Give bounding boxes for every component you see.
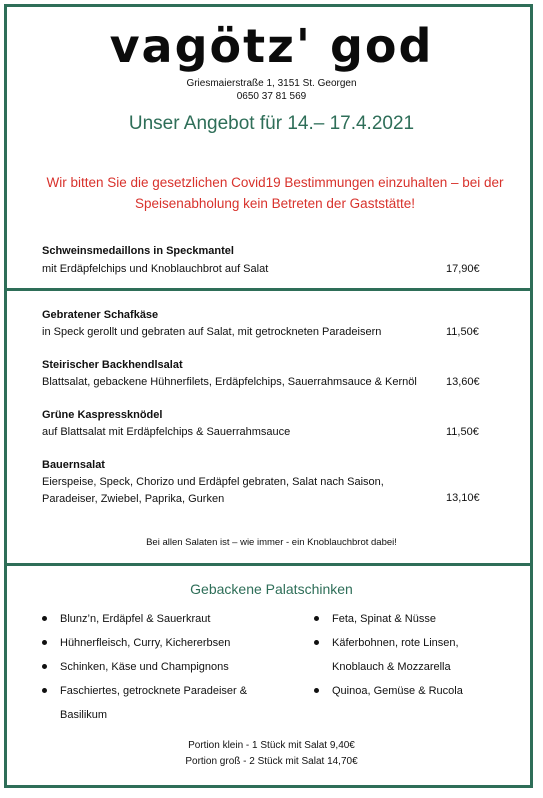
dish-description: auf Blattsalat mit Erdäpfelchips & Sauerrahmsauce [42, 426, 291, 438]
list-item: Schinken, Käse und Champignons [42, 655, 282, 679]
dish-description: Blattsalat, gebackene Hühnerfilets, Erdäpfelchips, Sauerrahmsauce & Kernöl [42, 376, 417, 388]
portion-small: Portion klein - 1 Stück mit Salat 9,40€ [188, 740, 355, 751]
bullet-icon [42, 616, 47, 621]
dish-name: Bauernsalat [42, 459, 105, 471]
bullet-icon [42, 640, 47, 645]
bullet-icon [42, 688, 47, 693]
dish-price: 13,60€ [446, 376, 480, 388]
dish-name: Grüne Kaspressknödel [42, 409, 163, 421]
list-item: Quinoa, Gemüse & Rucola [314, 679, 504, 703]
dish-description: Eierspeise, Speck, Chorizo und Erdäpfel gebraten, Salat nach Saison, Paradeiser, Zwiebel, Paprika, Gurken [42, 476, 384, 505]
bullet-icon [314, 616, 319, 621]
list-item: Feta, Spinat & Nüsse [314, 607, 504, 631]
offer-title: Unser Angebot für 14.– 17.4.2021 [128, 113, 415, 134]
address: Griesmaierstraße 1, 3151 St. Georgen [186, 78, 357, 89]
section-divider [7, 288, 530, 291]
dish-name: Gebratener Schafkäse [42, 309, 159, 321]
palatschinken-list-left [42, 607, 282, 727]
palatschinken-list-right [314, 607, 504, 703]
section-divider [7, 563, 530, 566]
dish-price: 11,50€ [446, 426, 479, 438]
list-item: Faschiertes, getrocknete Paradeiser & Basilikum [42, 679, 275, 727]
dish-name: Schweinsmedaillons in Speckmantel [42, 245, 234, 257]
dish-description: mit Erdäpfelchips und Knoblauchbrot auf Salat [42, 263, 269, 275]
covid-notice: Wir bitten Sie die gesetzlichen Covid19 Bestimmungen einzuhalten – bei der Speisenabholung kein Betreten der Gaststätte! [46, 175, 504, 211]
bullet-icon [314, 640, 319, 645]
portion-large: Portion groß - 2 Stück mit Salat 14,70€ [185, 756, 358, 767]
dish-price: 17,90€ [446, 263, 480, 275]
list-item: Blunz’n, Erdäpfel & Sauerkraut [42, 607, 282, 631]
dish-name: Steirischer Backhendlsalat [42, 359, 183, 371]
restaurant-logo: vagötz' god [109, 19, 434, 73]
salad-note: Bei allen Salaten ist – wie immer - ein Knoblauchbrot dabei! [146, 537, 397, 548]
palatschinken-title: Gebackene Palatschinken [190, 581, 353, 597]
dish-price: 13,10€ [446, 492, 480, 504]
dish-description: in Speck gerollt und gebraten auf Salat, mit getrockneten Paradeisern [42, 326, 382, 338]
list-item: Käferbohnen, rote Linsen, Knoblauch & Mozzarella [314, 631, 497, 679]
list-item: Hühnerfleisch, Curry, Kichererbsen [42, 631, 282, 655]
bullet-icon [314, 688, 319, 693]
dish-price: 11,50€ [446, 326, 479, 338]
bullet-icon [42, 664, 47, 669]
phone-number: 0650 37 81 569 [236, 91, 307, 102]
